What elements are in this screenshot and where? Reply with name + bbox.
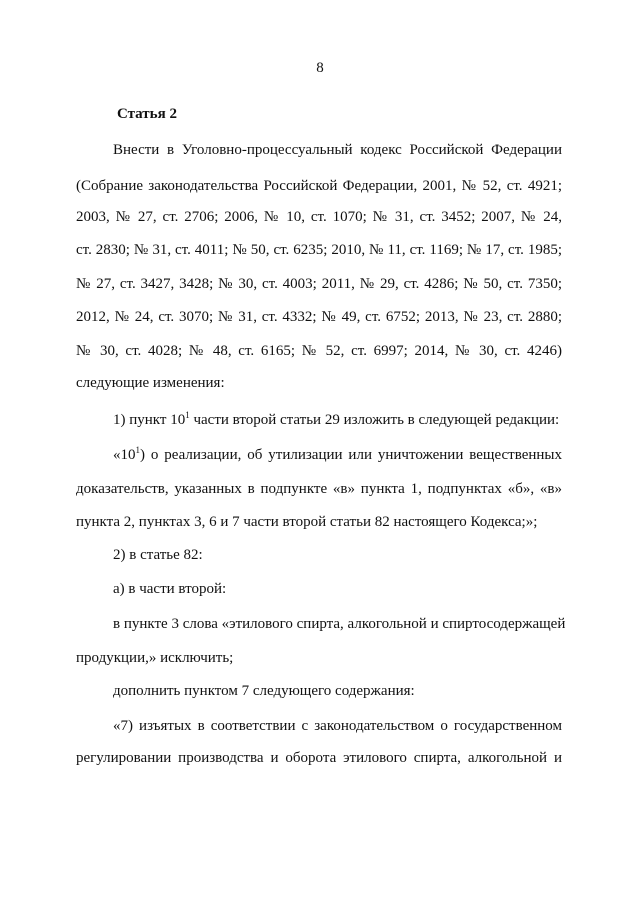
paragraph-line: продукции,» исключить; — [76, 650, 234, 666]
paragraph-line — [113, 445, 562, 465]
paragraph-line: № 27, ст. 3427, 3428; № 30, ст. 4003; 2011, № 29, ст. 4286; № 50, ст. 7350; — [76, 276, 562, 292]
paragraph-line: 2) в статье 82: — [113, 547, 203, 563]
paragraph-line: 2012, № 24, ст. 3070; № 31, ст. 4332; № 49, ст. 6752; 2013, № 23, ст. 2880; — [76, 309, 562, 325]
text-run: 1) пункт 10 — [113, 412, 186, 428]
paragraph-line: «7) изъятых в соответствии с законодательством о государственном — [113, 718, 562, 734]
paragraph-line: доказательств, указанных в подпункте «в» пункта 1, подпунктах «б», «в» — [76, 481, 562, 497]
text-run: «10 — [113, 447, 136, 463]
paragraph-line — [113, 410, 562, 430]
page-number: 8 — [316, 60, 324, 76]
text-run: ) о реализации, об утилизации или уничтожении вещественных — [140, 447, 562, 463]
superscript: 1 — [135, 445, 140, 455]
paragraph-line: пункта 2, пунктах 3, 6 и 7 части второй статьи 82 настоящего Кодекса;»; — [76, 514, 538, 530]
paragraph-line: дополнить пунктом 7 следующего содержания: — [113, 683, 415, 699]
paragraph-line: а) в части второй: — [113, 581, 227, 597]
article-title: Статья 2 — [117, 106, 177, 122]
text-run: части второй статьи 29 изложить в следующей редакции: — [189, 412, 560, 428]
paragraph-line: в пункте 3 слова «этилового спирта, алкогольной и спиртосодержащей — [113, 616, 566, 632]
paragraph-line: следующие изменения: — [76, 375, 225, 391]
paragraph-line: (Собрание законодательства Российской Федерации, 2001, № 52, ст. 4921; — [76, 178, 562, 194]
paragraph-line: 2003, № 27, ст. 2706; 2006, № 10, ст. 1070; № 31, ст. 3452; 2007, № 24, — [76, 209, 562, 225]
paragraph-line: № 30, ст. 4028; № 48, ст. 6165; № 52, ст. 6997; 2014, № 30, ст. 4246) — [76, 343, 562, 359]
paragraph-line: Внести в Уголовно-процессуальный кодекс Российской Федерации — [113, 142, 562, 158]
paragraph-line: ст. 2830; № 31, ст. 4011; № 50, ст. 6235; 2010, № 11, ст. 1169; № 17, ст. 1985; — [76, 242, 562, 258]
paragraph-line: регулировании производства и оборота этилового спирта, алкогольной и — [76, 750, 562, 766]
superscript: 1 — [185, 410, 190, 420]
